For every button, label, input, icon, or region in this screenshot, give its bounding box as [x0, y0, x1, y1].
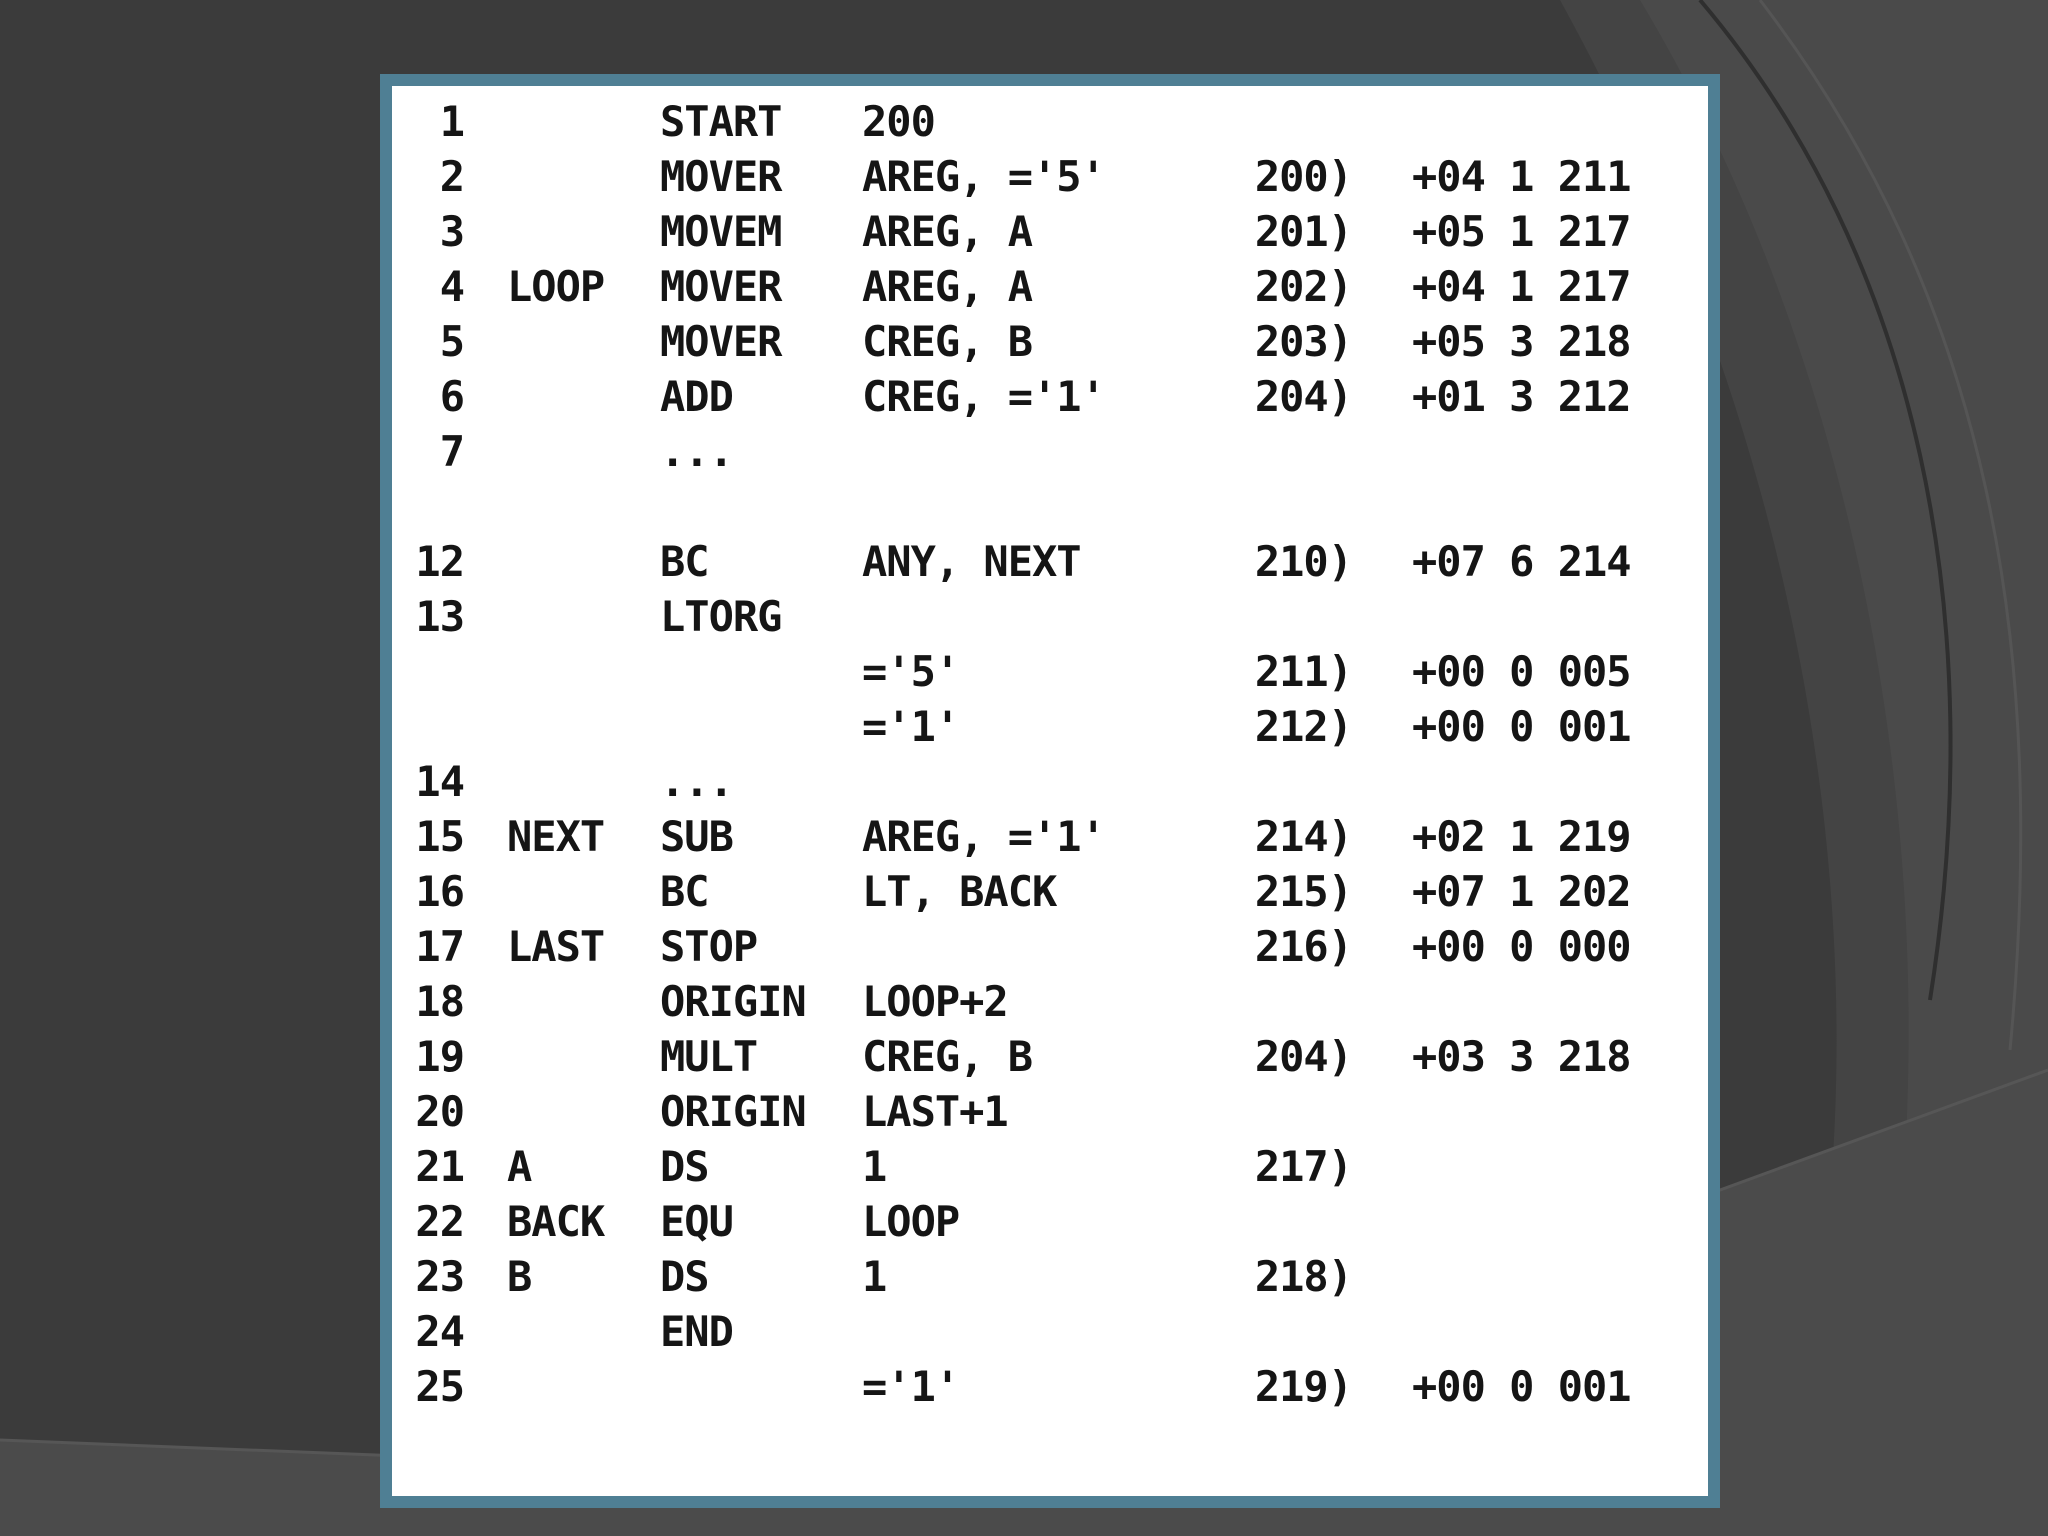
- operand-cell: 200: [862, 97, 935, 146]
- address-cell: 200): [1254, 152, 1352, 201]
- machine-code-cell: +00 0 001: [1412, 1362, 1631, 1411]
- label-cell: A: [507, 1142, 532, 1191]
- line-number: 13: [415, 592, 464, 641]
- machine-code-cell: +02 1 219: [1412, 812, 1631, 861]
- listing-row: [392, 1194, 1708, 1249]
- operand-cell: ='5': [862, 647, 960, 696]
- listing-row: [392, 589, 1708, 644]
- machine-code-cell: +00 0 005: [1412, 647, 1631, 696]
- machine-code-cell: +07 1 202: [1412, 867, 1631, 916]
- listing-row: [392, 534, 1708, 589]
- line-number: 14: [415, 757, 464, 806]
- opcode-cell: ...: [660, 757, 733, 806]
- listing-row: [392, 1359, 1708, 1414]
- machine-code-cell: +05 1 217: [1412, 207, 1631, 256]
- listing-row: [392, 754, 1708, 809]
- machine-code-cell: +05 3 218: [1412, 317, 1631, 366]
- listing-row: [392, 314, 1708, 369]
- opcode-cell: DS: [660, 1142, 709, 1191]
- address-cell: 201): [1254, 207, 1352, 256]
- address-cell: 218): [1254, 1252, 1352, 1301]
- opcode-cell: DS: [660, 1252, 709, 1301]
- operand-cell: LOOP+2: [862, 977, 1008, 1026]
- opcode-cell: ...: [660, 427, 733, 476]
- operand-cell: CREG, B: [862, 1032, 1033, 1081]
- operand-cell: LOOP: [862, 1197, 960, 1246]
- address-cell: 203): [1254, 317, 1352, 366]
- operand-cell: AREG, A: [862, 207, 1033, 256]
- line-number: 3: [439, 207, 464, 256]
- listing-row: [392, 864, 1708, 919]
- address-cell: 216): [1254, 922, 1352, 971]
- operand-cell: ='1': [862, 1362, 960, 1411]
- machine-code-cell: +04 1 217: [1412, 262, 1631, 311]
- listing-row: [392, 919, 1708, 974]
- listing-row: [392, 369, 1708, 424]
- opcode-cell: LTORG: [660, 592, 782, 641]
- address-cell: 214): [1254, 812, 1352, 861]
- opcode-cell: BC: [660, 537, 709, 586]
- listing-row: [392, 259, 1708, 314]
- operand-cell: CREG, B: [862, 317, 1033, 366]
- opcode-cell: ORIGIN: [660, 977, 806, 1026]
- listing-row: [392, 974, 1708, 1029]
- machine-code-cell: +00 0 001: [1412, 702, 1631, 751]
- opcode-cell: ORIGIN: [660, 1087, 806, 1136]
- operand-cell: ANY, NEXT: [862, 537, 1081, 586]
- opcode-cell: MOVER: [660, 317, 782, 366]
- machine-code-cell: +04 1 211: [1412, 152, 1631, 201]
- listing-row: [392, 644, 1708, 699]
- opcode-cell: ADD: [660, 372, 733, 421]
- label-cell: LOOP: [507, 262, 605, 311]
- address-cell: 202): [1254, 262, 1352, 311]
- opcode-cell: SUB: [660, 812, 733, 861]
- address-cell: 210): [1254, 537, 1352, 586]
- operand-cell: LAST+1: [862, 1087, 1008, 1136]
- listing-frame: [380, 74, 1720, 1508]
- operand-cell: AREG, ='5': [862, 152, 1105, 201]
- machine-code-cell: +07 6 214: [1412, 537, 1631, 586]
- opcode-cell: MOVEM: [660, 207, 782, 256]
- machine-code-cell: +01 3 212: [1412, 372, 1631, 421]
- listing-row: [392, 1084, 1708, 1139]
- address-cell: 212): [1254, 702, 1352, 751]
- line-number: 2: [439, 152, 464, 201]
- line-number: 15: [415, 812, 464, 861]
- line-number: 17: [415, 922, 464, 971]
- listing-row: [392, 149, 1708, 204]
- address-cell: 204): [1254, 1032, 1352, 1081]
- line-number: 5: [439, 317, 464, 366]
- operand-cell: 1: [862, 1252, 887, 1301]
- operand-cell: ='1': [862, 702, 960, 751]
- address-cell: 215): [1254, 867, 1352, 916]
- opcode-cell: START: [660, 97, 782, 146]
- listing-row: [392, 1139, 1708, 1194]
- line-number: 4: [439, 262, 464, 311]
- line-number: 23: [415, 1252, 464, 1301]
- opcode-cell: BC: [660, 867, 709, 916]
- line-number: 21: [415, 1142, 464, 1191]
- opcode-cell: MOVER: [660, 262, 782, 311]
- address-cell: 219): [1254, 1362, 1352, 1411]
- line-number: 6: [439, 372, 464, 421]
- line-number: 7: [439, 427, 464, 476]
- address-cell: 211): [1254, 647, 1352, 696]
- label-cell: BACK: [507, 1197, 605, 1246]
- listing-row: [392, 1304, 1708, 1359]
- line-number: 19: [415, 1032, 464, 1081]
- assembly-listing: [392, 86, 1708, 1496]
- line-number: 25: [415, 1362, 464, 1411]
- address-cell: 217): [1254, 1142, 1352, 1191]
- opcode-cell: MULT: [660, 1032, 758, 1081]
- line-number: 12: [415, 537, 464, 586]
- listing-row: [392, 699, 1708, 754]
- listing-row: [392, 94, 1708, 149]
- opcode-cell: END: [660, 1307, 733, 1356]
- line-number: 18: [415, 977, 464, 1026]
- line-number: 22: [415, 1197, 464, 1246]
- machine-code-cell: +00 0 000: [1412, 922, 1631, 971]
- operand-cell: AREG, A: [862, 262, 1033, 311]
- label-cell: LAST: [507, 922, 605, 971]
- label-cell: B: [507, 1252, 532, 1301]
- listing-row: [392, 1029, 1708, 1084]
- opcode-cell: STOP: [660, 922, 758, 971]
- listing-row: [392, 809, 1708, 864]
- address-cell: 204): [1254, 372, 1352, 421]
- label-cell: NEXT: [507, 812, 605, 861]
- line-number: 1: [439, 97, 464, 146]
- listing-row: [392, 1249, 1708, 1304]
- operand-cell: LT, BACK: [862, 867, 1057, 916]
- machine-code-cell: +03 3 218: [1412, 1032, 1631, 1081]
- opcode-cell: EQU: [660, 1197, 733, 1246]
- operand-cell: 1: [862, 1142, 887, 1191]
- line-number: 20: [415, 1087, 464, 1136]
- operand-cell: CREG, ='1': [862, 372, 1105, 421]
- line-number: 24: [415, 1307, 464, 1356]
- listing-row: [392, 424, 1708, 479]
- line-number: 16: [415, 867, 464, 916]
- opcode-cell: MOVER: [660, 152, 782, 201]
- listing-row: [392, 204, 1708, 259]
- operand-cell: AREG, ='1': [862, 812, 1105, 861]
